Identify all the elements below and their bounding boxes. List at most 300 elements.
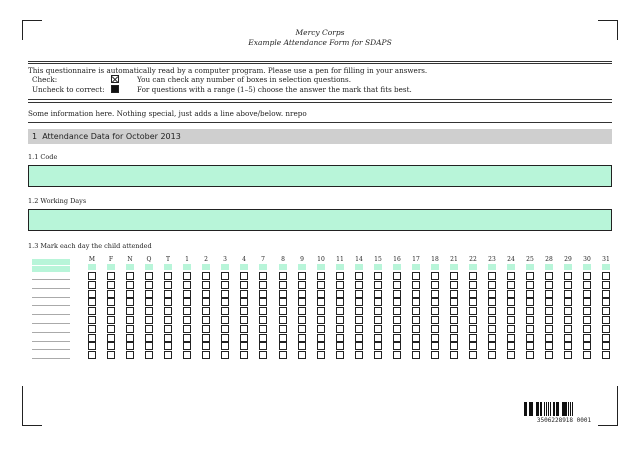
attendance-checkbox[interactable] xyxy=(507,316,515,324)
attendance-checkbox[interactable] xyxy=(183,272,191,280)
day-header: T xyxy=(165,256,170,263)
attendance-checkbox[interactable] xyxy=(279,334,287,342)
attendance-checkbox[interactable] xyxy=(431,298,439,306)
attendance-checkbox[interactable] xyxy=(259,325,267,333)
attendance-checkbox[interactable] xyxy=(317,290,325,298)
attendance-checkbox[interactable] xyxy=(469,307,477,315)
attendance-checkbox[interactable] xyxy=(336,281,344,289)
attendance-checkbox[interactable] xyxy=(164,351,172,359)
attendance-checkbox[interactable] xyxy=(88,316,96,324)
attendance-checkbox[interactable] xyxy=(240,334,248,342)
attendance-checkbox[interactable] xyxy=(564,307,572,315)
attendance-checkbox[interactable] xyxy=(393,298,401,306)
attendance-checkbox[interactable] xyxy=(279,298,287,306)
attendance-checkbox[interactable] xyxy=(298,307,306,315)
attendance-checkbox[interactable] xyxy=(317,334,325,342)
attendance-checkbox[interactable] xyxy=(545,298,553,306)
attendance-checkbox[interactable] xyxy=(355,272,363,280)
attendance-checkbox[interactable] xyxy=(393,307,401,315)
attendance-checkbox[interactable] xyxy=(183,316,191,324)
attendance-checkbox[interactable] xyxy=(469,298,477,306)
day-header: M xyxy=(88,256,96,263)
attendance-checkbox[interactable] xyxy=(279,316,287,324)
attendance-checkbox[interactable] xyxy=(545,342,553,350)
attendance-checkbox[interactable] xyxy=(469,342,477,350)
attendance-checkbox[interactable] xyxy=(317,325,325,333)
attendance-checkbox[interactable] xyxy=(488,281,496,289)
attendance-checkbox[interactable] xyxy=(412,351,420,359)
attendance-checkbox[interactable] xyxy=(336,272,344,280)
attendance-checkbox[interactable] xyxy=(450,298,458,306)
attendance-checkbox[interactable] xyxy=(298,325,306,333)
attendance-checkbox[interactable] xyxy=(145,281,153,289)
attendance-checkbox[interactable] xyxy=(298,272,306,280)
attendance-checkbox[interactable] xyxy=(545,316,553,324)
attendance-checkbox[interactable] xyxy=(336,342,344,350)
attendance-checkbox[interactable] xyxy=(126,334,134,342)
attendance-checkbox[interactable] xyxy=(126,272,134,280)
attendance-checkbox[interactable] xyxy=(221,334,229,342)
attendance-checkbox[interactable] xyxy=(240,342,248,350)
attendance-checkbox[interactable] xyxy=(374,307,382,315)
working-days-field[interactable] xyxy=(28,209,612,231)
day-header: 8 xyxy=(281,256,285,263)
day-header: 16 xyxy=(393,256,401,263)
attendance-checkbox[interactable] xyxy=(545,307,553,315)
attendance-checkbox[interactable] xyxy=(240,272,248,280)
attendance-checkbox[interactable] xyxy=(126,298,134,306)
attendance-checkbox[interactable] xyxy=(298,281,306,289)
code-field[interactable] xyxy=(28,165,612,187)
attendance-checkbox[interactable] xyxy=(564,351,572,359)
attendance-checkbox[interactable] xyxy=(355,325,363,333)
attendance-checkbox[interactable] xyxy=(545,334,553,342)
attendance-checkbox[interactable] xyxy=(602,316,610,324)
attendance-checkbox[interactable] xyxy=(145,316,153,324)
attendance-checkbox[interactable] xyxy=(317,298,325,306)
attendance-checkbox[interactable] xyxy=(602,325,610,333)
attendance-checkbox[interactable] xyxy=(431,307,439,315)
attendance-checkbox[interactable] xyxy=(88,290,96,298)
attendance-checkbox[interactable] xyxy=(88,351,96,359)
attendance-checkbox[interactable] xyxy=(279,281,287,289)
attendance-checkbox[interactable] xyxy=(145,334,153,342)
attendance-checkbox[interactable] xyxy=(412,334,420,342)
attendance-checkbox[interactable] xyxy=(88,334,96,342)
attendance-checkbox[interactable] xyxy=(317,342,325,350)
attendance-checkbox[interactable] xyxy=(240,290,248,298)
attendance-checkbox[interactable] xyxy=(221,342,229,350)
attendance-checkbox[interactable] xyxy=(107,342,115,350)
attendance-checkbox[interactable] xyxy=(393,316,401,324)
question-attendance-label: 1.3 Mark each day the child attended xyxy=(28,242,152,250)
attendance-checkbox[interactable] xyxy=(488,316,496,324)
attendance-checkbox[interactable] xyxy=(145,351,153,359)
attendance-checkbox[interactable] xyxy=(545,325,553,333)
attendance-checkbox[interactable] xyxy=(336,325,344,333)
attendance-checkbox[interactable] xyxy=(526,325,534,333)
attendance-checkbox[interactable] xyxy=(107,272,115,280)
attendance-checkbox[interactable] xyxy=(145,342,153,350)
attendance-checkbox[interactable] xyxy=(202,351,210,359)
day-marker xyxy=(507,264,515,270)
attendance-checkbox[interactable] xyxy=(202,298,210,306)
attendance-checkbox[interactable] xyxy=(183,298,191,306)
attendance-checkbox[interactable] xyxy=(469,281,477,289)
attendance-checkbox[interactable] xyxy=(564,316,572,324)
attendance-checkbox[interactable] xyxy=(355,298,363,306)
attendance-checkbox[interactable] xyxy=(183,307,191,315)
attendance-checkbox[interactable] xyxy=(298,351,306,359)
attendance-checkbox[interactable] xyxy=(221,307,229,315)
name-field[interactable] xyxy=(32,266,70,272)
attendance-checkbox[interactable] xyxy=(412,281,420,289)
attendance-checkbox[interactable] xyxy=(526,272,534,280)
attendance-checkbox[interactable] xyxy=(469,316,477,324)
attendance-checkbox[interactable] xyxy=(469,351,477,359)
attendance-checkbox[interactable] xyxy=(469,325,477,333)
attendance-checkbox[interactable] xyxy=(583,316,591,324)
attendance-checkbox[interactable] xyxy=(488,351,496,359)
attendance-checkbox[interactable] xyxy=(202,342,210,350)
attendance-checkbox[interactable] xyxy=(298,316,306,324)
day-header: 18 xyxy=(431,256,439,263)
attendance-checkbox[interactable] xyxy=(450,307,458,315)
attendance-checkbox[interactable] xyxy=(393,290,401,298)
attendance-checkbox[interactable] xyxy=(336,290,344,298)
attendance-checkbox[interactable] xyxy=(602,290,610,298)
attendance-checkbox[interactable] xyxy=(279,290,287,298)
attendance-checkbox[interactable] xyxy=(450,334,458,342)
attendance-checkbox[interactable] xyxy=(564,290,572,298)
attendance-checkbox[interactable] xyxy=(355,290,363,298)
attendance-checkbox[interactable] xyxy=(240,281,248,289)
attendance-checkbox[interactable] xyxy=(126,316,134,324)
attendance-checkbox[interactable] xyxy=(583,281,591,289)
attendance-checkbox[interactable] xyxy=(431,342,439,350)
attendance-checkbox[interactable] xyxy=(469,290,477,298)
attendance-checkbox[interactable] xyxy=(469,334,477,342)
attendance-checkbox[interactable] xyxy=(602,281,610,289)
attendance-checkbox[interactable] xyxy=(507,272,515,280)
attendance-checkbox[interactable] xyxy=(469,272,477,280)
attendance-checkbox[interactable] xyxy=(298,334,306,342)
attendance-checkbox[interactable] xyxy=(183,281,191,289)
attendance-checkbox[interactable] xyxy=(355,307,363,315)
attendance-checkbox[interactable] xyxy=(221,316,229,324)
attendance-checkbox[interactable] xyxy=(393,351,401,359)
attendance-checkbox[interactable] xyxy=(412,316,420,324)
attendance-checkbox[interactable] xyxy=(164,298,172,306)
attendance-checkbox[interactable] xyxy=(183,342,191,350)
attendance-checkbox[interactable] xyxy=(374,281,382,289)
attendance-checkbox[interactable] xyxy=(202,316,210,324)
attendance-checkbox[interactable] xyxy=(221,281,229,289)
attendance-checkbox[interactable] xyxy=(412,298,420,306)
attendance-checkbox[interactable] xyxy=(202,272,210,280)
attendance-checkbox[interactable] xyxy=(431,325,439,333)
attendance-checkbox[interactable] xyxy=(88,342,96,350)
attendance-checkbox[interactable] xyxy=(259,316,267,324)
attendance-checkbox[interactable] xyxy=(526,334,534,342)
attendance-checkbox[interactable] xyxy=(145,307,153,315)
day-marker xyxy=(526,264,534,270)
attendance-checkbox[interactable] xyxy=(507,342,515,350)
attendance-checkbox[interactable] xyxy=(450,290,458,298)
day-marker xyxy=(374,264,382,270)
attendance-checkbox[interactable] xyxy=(507,281,515,289)
attendance-checkbox[interactable] xyxy=(393,272,401,280)
attendance-checkbox[interactable] xyxy=(431,272,439,280)
attendance-checkbox[interactable] xyxy=(259,290,267,298)
attendance-checkbox[interactable] xyxy=(564,325,572,333)
attendance-checkbox[interactable] xyxy=(488,325,496,333)
attendance-checkbox[interactable] xyxy=(202,290,210,298)
attendance-checkbox[interactable] xyxy=(602,342,610,350)
attendance-checkbox[interactable] xyxy=(221,351,229,359)
name-field[interactable] xyxy=(32,259,70,265)
attendance-checkbox[interactable] xyxy=(240,298,248,306)
attendance-checkbox[interactable] xyxy=(317,272,325,280)
attendance-checkbox[interactable] xyxy=(107,298,115,306)
attendance-checkbox[interactable] xyxy=(164,342,172,350)
attendance-checkbox[interactable] xyxy=(450,325,458,333)
attendance-checkbox[interactable] xyxy=(145,325,153,333)
attendance-checkbox[interactable] xyxy=(240,351,248,359)
attendance-checkbox[interactable] xyxy=(431,316,439,324)
attendance-checkbox[interactable] xyxy=(259,298,267,306)
attendance-checkbox[interactable] xyxy=(317,351,325,359)
attendance-checkbox[interactable] xyxy=(507,290,515,298)
attendance-checkbox[interactable] xyxy=(145,298,153,306)
day-header: 1 xyxy=(185,256,189,263)
attendance-checkbox[interactable] xyxy=(164,290,172,298)
attendance-checkbox[interactable] xyxy=(202,334,210,342)
attendance-checkbox[interactable] xyxy=(221,290,229,298)
attendance-checkbox[interactable] xyxy=(450,351,458,359)
attendance-checkbox[interactable] xyxy=(183,325,191,333)
attendance-checkbox[interactable] xyxy=(183,290,191,298)
attendance-checkbox[interactable] xyxy=(431,334,439,342)
attendance-checkbox[interactable] xyxy=(355,334,363,342)
attendance-checkbox[interactable] xyxy=(145,290,153,298)
filled-box-example xyxy=(111,85,119,93)
attendance-checkbox[interactable] xyxy=(164,307,172,315)
attendance-checkbox[interactable] xyxy=(545,290,553,298)
attendance-checkbox[interactable] xyxy=(545,351,553,359)
attendance-checkbox[interactable] xyxy=(564,342,572,350)
attendance-checkbox[interactable] xyxy=(336,334,344,342)
attendance-checkbox[interactable] xyxy=(374,316,382,324)
attendance-checkbox[interactable] xyxy=(488,342,496,350)
attendance-checkbox[interactable] xyxy=(164,281,172,289)
attendance-checkbox[interactable] xyxy=(317,316,325,324)
attendance-checkbox[interactable] xyxy=(488,298,496,306)
attendance-checkbox[interactable] xyxy=(126,281,134,289)
attendance-checkbox[interactable] xyxy=(583,290,591,298)
attendance-checkbox[interactable] xyxy=(355,351,363,359)
attendance-checkbox[interactable] xyxy=(564,281,572,289)
attendance-checkbox[interactable] xyxy=(107,290,115,298)
attendance-checkbox[interactable] xyxy=(298,290,306,298)
attendance-checkbox[interactable] xyxy=(526,351,534,359)
attendance-checkbox[interactable] xyxy=(107,281,115,289)
attendance-checkbox[interactable] xyxy=(126,325,134,333)
attendance-checkbox[interactable] xyxy=(564,298,572,306)
attendance-checkbox[interactable] xyxy=(583,307,591,315)
attendance-checkbox[interactable] xyxy=(279,342,287,350)
attendance-checkbox[interactable] xyxy=(526,316,534,324)
attendance-checkbox[interactable] xyxy=(88,298,96,306)
organization-title: Mercy Corps xyxy=(295,28,345,37)
attendance-checkbox[interactable] xyxy=(564,334,572,342)
attendance-checkbox[interactable] xyxy=(450,281,458,289)
attendance-checkbox[interactable] xyxy=(450,316,458,324)
attendance-checkbox[interactable] xyxy=(393,334,401,342)
attendance-checkbox[interactable] xyxy=(240,307,248,315)
attendance-checkbox[interactable] xyxy=(507,298,515,306)
attendance-checkbox[interactable] xyxy=(431,281,439,289)
attendance-checkbox[interactable] xyxy=(374,290,382,298)
attendance-checkbox[interactable] xyxy=(183,334,191,342)
attendance-checkbox[interactable] xyxy=(564,272,572,280)
attendance-checkbox[interactable] xyxy=(488,272,496,280)
attendance-checkbox[interactable] xyxy=(298,298,306,306)
attendance-checkbox[interactable] xyxy=(126,290,134,298)
attendance-checkbox[interactable] xyxy=(507,334,515,342)
attendance-checkbox[interactable] xyxy=(488,290,496,298)
name-line xyxy=(32,305,70,306)
attendance-checkbox[interactable] xyxy=(374,325,382,333)
attendance-checkbox[interactable] xyxy=(221,325,229,333)
day-header: 17 xyxy=(412,256,420,263)
attendance-checkbox[interactable] xyxy=(107,351,115,359)
attendance-checkbox[interactable] xyxy=(507,325,515,333)
attendance-checkbox[interactable] xyxy=(374,342,382,350)
attendance-checkbox[interactable] xyxy=(88,281,96,289)
attendance-checkbox[interactable] xyxy=(202,281,210,289)
attendance-checkbox[interactable] xyxy=(412,307,420,315)
attendance-checkbox[interactable] xyxy=(259,272,267,280)
attendance-checkbox[interactable] xyxy=(126,307,134,315)
attendance-checkbox[interactable] xyxy=(412,272,420,280)
attendance-checkbox[interactable] xyxy=(526,307,534,315)
attendance-checkbox[interactable] xyxy=(126,351,134,359)
attendance-checkbox[interactable] xyxy=(583,342,591,350)
attendance-checkbox[interactable] xyxy=(107,307,115,315)
attendance-checkbox[interactable] xyxy=(602,298,610,306)
attendance-checkbox[interactable] xyxy=(583,351,591,359)
attendance-checkbox[interactable] xyxy=(336,316,344,324)
attendance-checkbox[interactable] xyxy=(602,307,610,315)
attendance-checkbox[interactable] xyxy=(240,325,248,333)
day-marker xyxy=(183,264,191,270)
attendance-checkbox[interactable] xyxy=(374,334,382,342)
attendance-checkbox[interactable] xyxy=(279,351,287,359)
attendance-checkbox[interactable] xyxy=(336,351,344,359)
attendance-checkbox[interactable] xyxy=(259,342,267,350)
attendance-checkbox[interactable] xyxy=(355,316,363,324)
attendance-checkbox[interactable] xyxy=(298,342,306,350)
attendance-checkbox[interactable] xyxy=(526,281,534,289)
attendance-checkbox[interactable] xyxy=(164,316,172,324)
attendance-checkbox[interactable] xyxy=(88,307,96,315)
attendance-checkbox[interactable] xyxy=(107,316,115,324)
attendance-checkbox[interactable] xyxy=(393,325,401,333)
attendance-checkbox[interactable] xyxy=(164,334,172,342)
attendance-checkbox[interactable] xyxy=(259,281,267,289)
attendance-checkbox[interactable] xyxy=(336,307,344,315)
attendance-checkbox[interactable] xyxy=(545,272,553,280)
attendance-checkbox[interactable] xyxy=(259,334,267,342)
attendance-checkbox[interactable] xyxy=(317,281,325,289)
attendance-checkbox[interactable] xyxy=(279,307,287,315)
attendance-checkbox[interactable] xyxy=(374,351,382,359)
attendance-checkbox[interactable] xyxy=(202,325,210,333)
attendance-checkbox[interactable] xyxy=(355,281,363,289)
attendance-checkbox[interactable] xyxy=(507,351,515,359)
attendance-checkbox[interactable] xyxy=(183,351,191,359)
attendance-checkbox[interactable] xyxy=(602,351,610,359)
attendance-checkbox[interactable] xyxy=(259,351,267,359)
attendance-checkbox[interactable] xyxy=(412,290,420,298)
attendance-checkbox[interactable] xyxy=(279,325,287,333)
attendance-checkbox[interactable] xyxy=(602,334,610,342)
attendance-checkbox[interactable] xyxy=(583,325,591,333)
attendance-checkbox[interactable] xyxy=(583,334,591,342)
attendance-checkbox[interactable] xyxy=(602,272,610,280)
attendance-checkbox[interactable] xyxy=(317,307,325,315)
attendance-checkbox[interactable] xyxy=(393,281,401,289)
attendance-checkbox[interactable] xyxy=(107,334,115,342)
attendance-checkbox[interactable] xyxy=(221,272,229,280)
attendance-checkbox[interactable] xyxy=(355,342,363,350)
day-marker xyxy=(469,264,477,270)
attendance-checkbox[interactable] xyxy=(583,298,591,306)
attendance-checkbox[interactable] xyxy=(88,325,96,333)
attendance-checkbox[interactable] xyxy=(526,298,534,306)
attendance-checkbox[interactable] xyxy=(450,272,458,280)
attendance-checkbox[interactable] xyxy=(164,325,172,333)
attendance-checkbox[interactable] xyxy=(583,272,591,280)
attendance-checkbox[interactable] xyxy=(202,307,210,315)
attendance-checkbox[interactable] xyxy=(279,272,287,280)
attendance-checkbox[interactable] xyxy=(412,342,420,350)
attendance-checkbox[interactable] xyxy=(393,342,401,350)
attendance-checkbox[interactable] xyxy=(88,272,96,280)
attendance-checkbox[interactable] xyxy=(488,334,496,342)
attendance-checkbox[interactable] xyxy=(221,298,229,306)
attendance-checkbox[interactable] xyxy=(431,351,439,359)
attendance-checkbox[interactable] xyxy=(488,307,496,315)
attendance-checkbox[interactable] xyxy=(107,325,115,333)
attendance-checkbox[interactable] xyxy=(412,325,420,333)
attendance-checkbox[interactable] xyxy=(526,290,534,298)
attendance-checkbox[interactable] xyxy=(145,272,153,280)
attendance-checkbox[interactable] xyxy=(545,281,553,289)
attendance-checkbox[interactable] xyxy=(507,307,515,315)
attendance-checkbox[interactable] xyxy=(240,316,248,324)
attendance-checkbox[interactable] xyxy=(450,342,458,350)
attendance-checkbox[interactable] xyxy=(259,307,267,315)
attendance-checkbox[interactable] xyxy=(431,290,439,298)
attendance-checkbox[interactable] xyxy=(374,298,382,306)
attendance-checkbox[interactable] xyxy=(374,272,382,280)
attendance-checkbox[interactable] xyxy=(164,272,172,280)
attendance-checkbox[interactable] xyxy=(526,342,534,350)
attendance-checkbox[interactable] xyxy=(126,342,134,350)
attendance-checkbox[interactable] xyxy=(336,298,344,306)
